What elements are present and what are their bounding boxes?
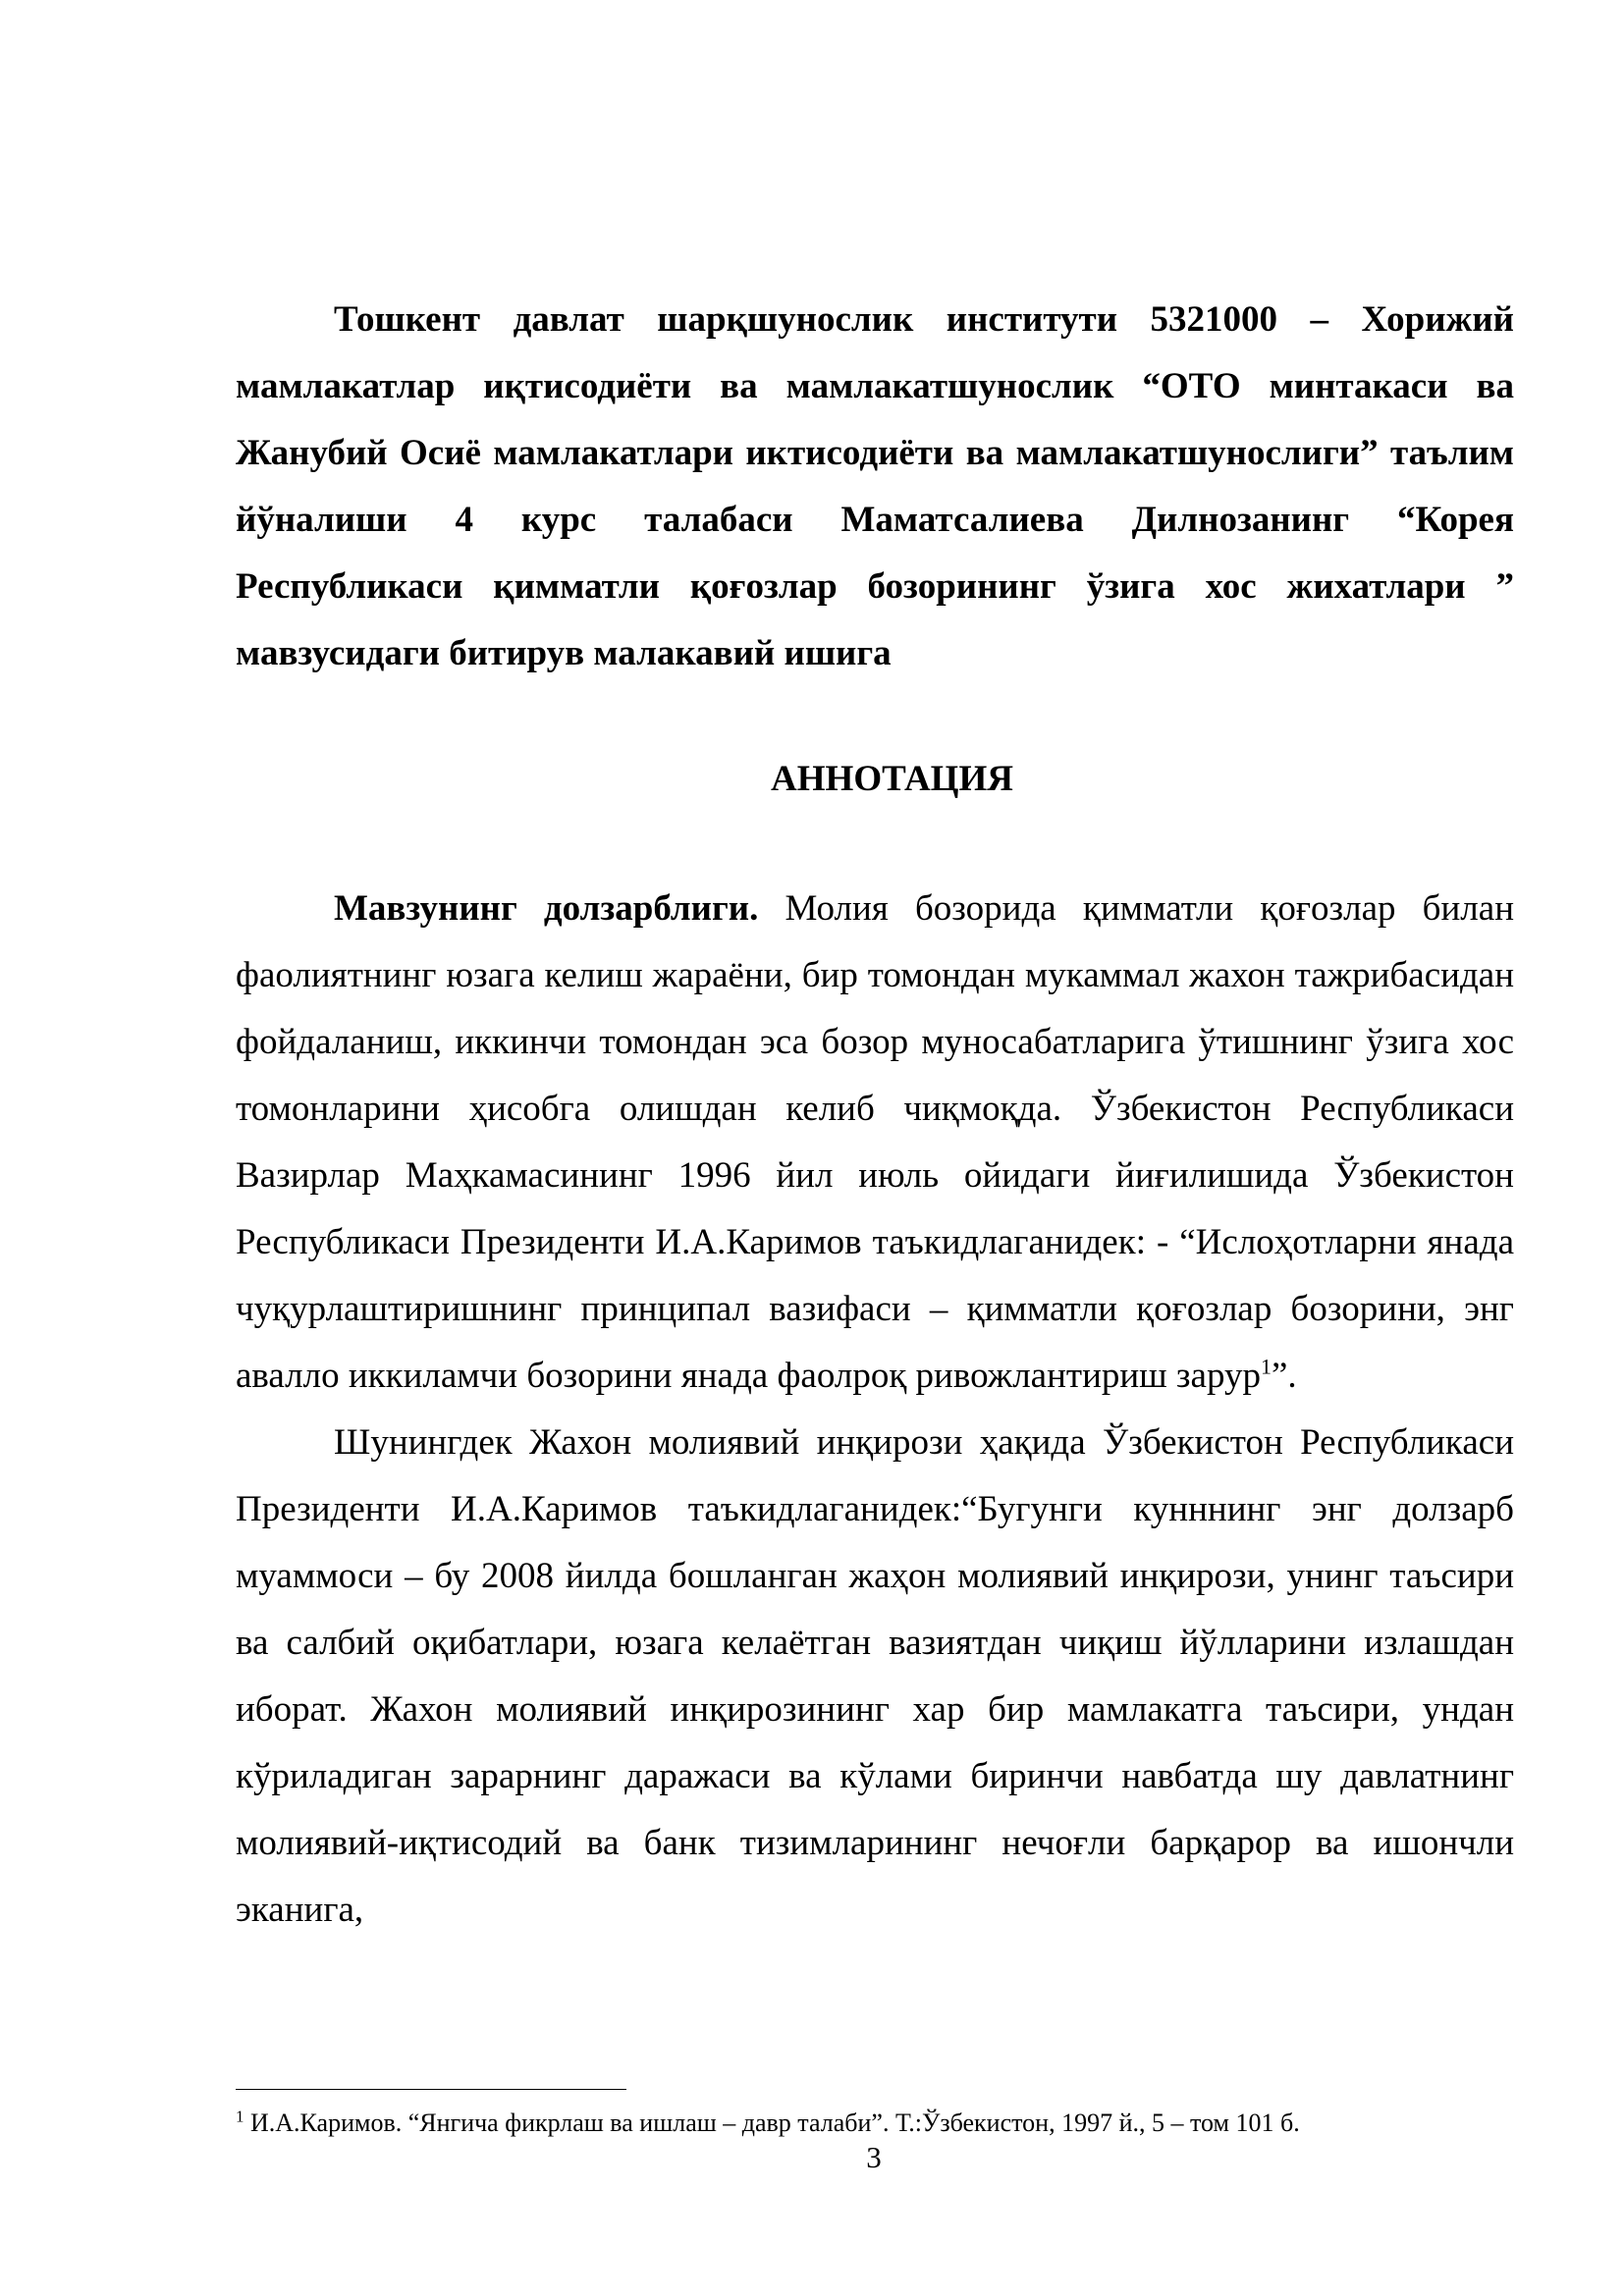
footnote <box>236 2107 1514 2140</box>
paragraph-relevance <box>236 876 1514 1410</box>
footnote-text: И.А.Каримов. “Янгича фикрлаш ва ишлаш – давр талаби”. Т.:Ўзбекистон, 1997 й., 5 – том 101 б. <box>244 2109 1300 2137</box>
page-content <box>236 287 1514 1930</box>
footnote-separator <box>236 2089 626 2090</box>
footnote-marker: 1 <box>236 2107 244 2126</box>
paragraph-crisis: Шунингдек Жахон молиявий инқирози ҳақида Ўзбекистон Республикаси Президенти И.А.Каримов таъкидлаганидек:“Бугунги кунннинг энг долзарб муаммоси – бу 2008 йилда бошланган жаҳон молиявий инқирози, унинг таъсири ва салбий оқибатлари, юзага келаётган вазиятдан чиқиш йўлларини излашдан иборат. Жахон молиявий инқирозининг хар бир мамлакатга таъсири, ундан кўриладиган зарарнинг даражаси ва кўлами биринчи навбатда шу давлатнинг молиявий-иқтисодий ва банк тизимларининг нечоғли барқарор ва ишончли эканига, <box>236 1422 1514 1930</box>
section-title: АННОТАЦИЯ <box>771 759 1013 799</box>
paragraph-text: Молия бозорида қимматли қоғозлар билан фаолиятнинг юзага келиш жараёни, бир томондан мукаммал жахон тажрибасидан фойдаланиш, иккинчи томондан эса бозор муносабатларига ўтишнинг ўзига хос томонларини ҳисобга олишдан келиб чиқмоқда. Ўзбекистон Республикаси Вазирлар Маҳкамасининг 1996 йил июль ойидаги йиғилишида Ўзбекистон Республикаси Президенти И.А.Каримов таъкидлаганидек: - “Ислоҳотларни янада чуқурлаштиришнинг принципал вазифаси – қимматли қоғозлар бозорини, энг авалло иккиламчи бозорини янада фаолроқ ривожлантириш зарур <box>236 888 1514 1396</box>
annotation-body <box>236 876 1514 1944</box>
document-header: Тошкент давлат шарқшунослик институти 5321000 – Хорижий мамлакатлар иқтисодиёти ва мамлакатшунослик “ОТО минтакаси ва Жанубий Осиё мамлакатлари иктисодиёти ва мамлакатшунослиги” таълим йўналиши 4 курс талабаси Маматсалиева Дилнозанинг “Корея Республикаси қимматли қоғозлар бозорининг ўзига хос жихатлари ” мавзусидаги битирув малакавий ишига <box>236 299 1514 673</box>
footnote-reference[interactable]: 1 <box>1260 1354 1272 1379</box>
page-number: 3 <box>866 2140 882 2174</box>
paragraph-tail: ”. <box>1271 1356 1297 1396</box>
paragraph-lead: Мавзунинг долзарблиги. <box>334 888 759 929</box>
